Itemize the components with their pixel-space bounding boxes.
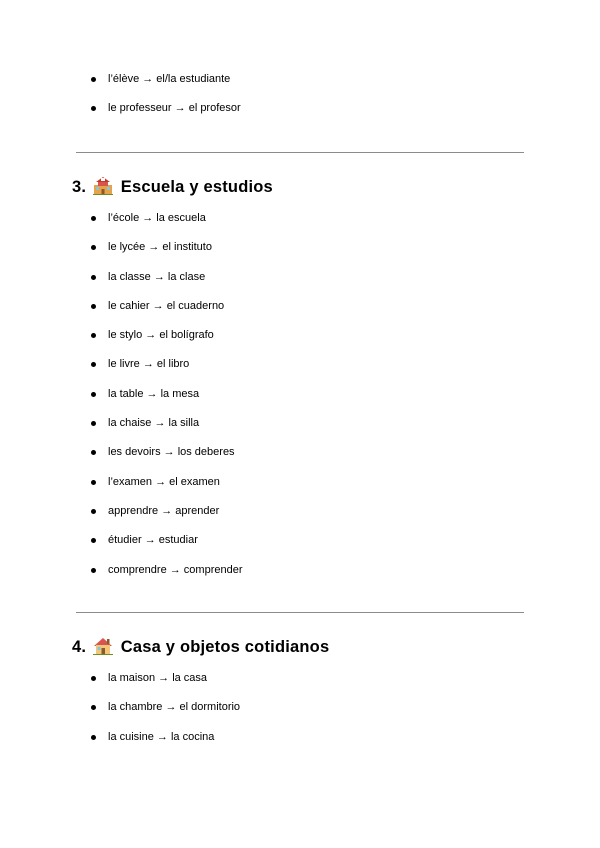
list-item [0,534,600,563]
school-icon [93,177,113,195]
bullet-icon [91,705,96,710]
section-number: 4. [72,638,87,656]
bullet-icon [91,106,96,111]
list-item [0,300,600,329]
bullet-icon [91,333,96,338]
section-title: Escuela y estudios [120,178,273,196]
list-item [0,102,600,131]
list-item-text: comprendre → comprender [108,563,243,576]
list-item-text: l’école → la escuela [108,212,206,224]
bullet-icon [91,450,96,455]
list-item [0,388,600,417]
section-divider [76,152,524,153]
section-heading-casa [72,637,329,657]
bullet-icon [91,77,96,82]
list-item-text: la maison → la casa [108,672,208,684]
list-item [0,329,600,358]
list-item [0,701,600,730]
list-item-text: la cuisine → la cocina [108,730,215,743]
list-item [0,271,600,300]
list-item [0,476,600,505]
list-item [0,241,600,270]
bullet-icon [91,538,96,543]
list-item-text: les devoirs → los deberes [108,446,235,459]
list-item [0,212,600,241]
list-item-text: l’examen → el examen [108,475,220,488]
bullet-icon [91,304,96,309]
bullet-icon [91,676,96,681]
bullet-icon [91,216,96,221]
list-item-text: la chambre → el dormitorio [108,701,241,714]
list-item [0,731,600,760]
bullet-icon [91,245,96,250]
list-item-text: le professeur → el profesor [108,102,241,115]
bullet-icon [91,392,96,397]
bullet-icon [91,735,96,740]
list-item [0,446,600,475]
list-item [0,672,600,701]
list-item [0,505,600,534]
list-item-text: étudier → estudiar [108,534,198,547]
list-item-text: le lycée → el instituto [108,241,212,254]
section-divider [76,612,524,613]
list-item-text: le stylo → el bolígrafo [108,329,214,342]
list-item [0,73,600,102]
list-item-text: la classe → la clase [108,270,206,283]
vocab-list-casa [0,672,600,760]
bullet-icon [91,275,96,280]
bullet-icon [91,568,96,573]
list-item-text: la table → la mesa [108,387,200,400]
bullet-icon [91,509,96,514]
list-item [0,417,600,446]
list-item [0,564,600,593]
bullet-icon [91,421,96,426]
bullet-icon [91,362,96,367]
section-title: Casa y objetos cotidianos [120,638,330,656]
section-number: 3. [72,178,87,196]
list-item-text: l’élève → el/la estudiante [108,73,231,85]
section-heading-escuela [72,177,273,197]
list-item-text: apprendre → aprender [108,504,220,517]
vocab-list-previous-section [0,73,600,132]
bullet-icon [91,480,96,485]
list-item-text: le livre → el libro [108,358,190,371]
house-icon [93,637,113,655]
list-item-text: le cahier → el cuaderno [108,299,225,312]
vocab-list-escuela [0,212,600,593]
list-item [0,358,600,387]
list-item-text: la chaise → la silla [108,417,200,430]
